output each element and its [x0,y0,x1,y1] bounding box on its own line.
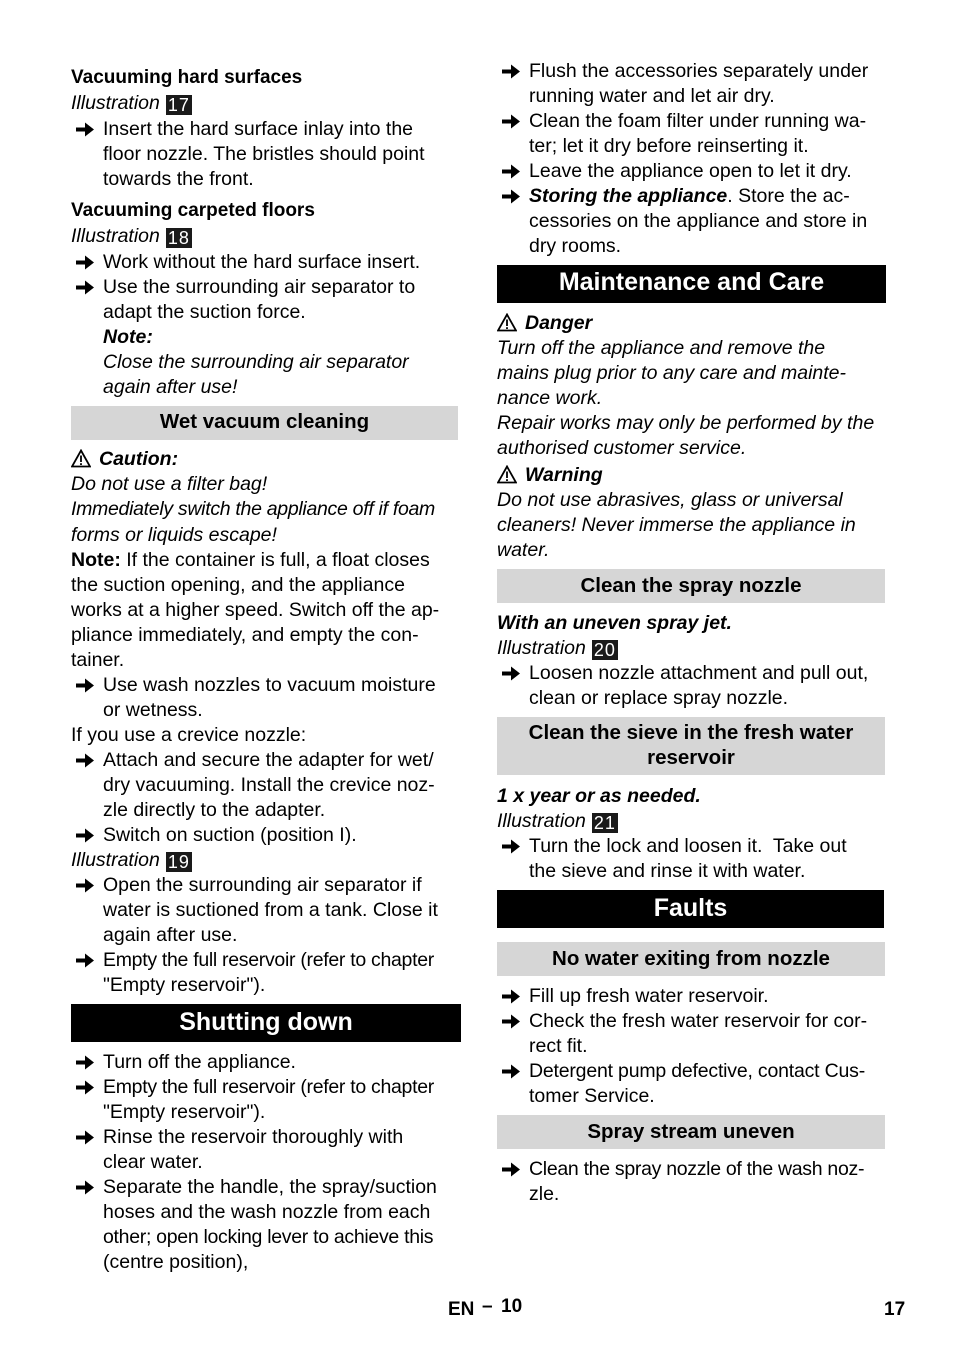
bullet-text: . Store the ac- [727,185,850,207]
bullet-line: Detergent pump defective, contact Cus- [529,1060,865,1082]
bullet-line: clear water. [103,1151,203,1173]
figure-number-badge: 18 [167,228,190,248]
bullet-line: rect fit. [529,1035,588,1057]
arrow-icon [75,673,95,698]
arrow-icon [75,1175,95,1200]
illustration-label: Illustration [71,92,160,114]
bullet-line: Turn off the appliance. [103,1051,296,1073]
note-line: pliance immediately, and empty the con- [71,624,419,646]
danger-line: Turn off the appliance and remove the [497,337,826,359]
bullet-line: zle directly to the adapter. [103,799,326,821]
arrow-icon [75,748,95,773]
warning-line: water. [497,539,550,561]
arrow-icon [501,834,521,859]
bullet-line: Empty the full reservoir (refer to chapter [103,949,434,971]
note-text: If the container is full, a float closes [120,549,430,571]
arrow-icon [501,1009,521,1034]
arrow-icon [75,1075,95,1100]
section-title-hard-surfaces: Vacuuming hard surfaces [71,67,303,88]
arrow-icon [501,1157,521,1182]
illustration-ref [71,224,461,249]
bullet-line: Clean the foam filter under running wa- [529,110,867,132]
note-line: works at a higher speed. Switch off the ap- [71,599,440,621]
danger-heading [497,311,886,336]
warning-triangle-icon [497,313,517,332]
bullet-line: Attach and secure the adapter for wet/ [103,749,434,771]
subheading: With an uneven spray jet. [497,612,732,634]
bullet-line: Separate the handle, the spray/suction [103,1176,437,1198]
section-header-wet-vacuum: Wet vacuum cleaning [71,406,458,440]
section-title-carpeted-floors: Vacuuming carpeted floors [71,200,315,221]
bullet-line: the sieve and rinse it with water. [529,860,806,882]
section-header-clean-sieve [497,717,885,775]
bullet-line: "Empty reservoir"). [103,1101,266,1123]
bullet-line: Fill up fresh water reservoir. [529,985,769,1007]
section-header-clean-spray-nozzle: Clean the spray nozzle [497,569,885,603]
bullet-line: Clean the spray nozzle of the wash noz- [529,1158,865,1180]
bullet-line: water is suctioned from a tank. Close it [103,899,438,921]
figure-number-badge: 21 [593,813,616,833]
bullet-line: running water and let air dry. [529,85,775,107]
note-line: the suction opening, and the appliance [71,574,405,596]
arrow-icon [501,1059,521,1084]
danger-line: mains plug prior to any care and mainte- [497,362,847,384]
note-line: Close the surrounding air separator [103,351,409,373]
header-line: Clean the sieve in the fresh water [528,721,854,744]
warning-line: cleaners! Never immerse the appliance in [497,514,856,536]
bullet-line: dry rooms. [529,235,622,257]
crevice-intro: If you use a crevice nozzle: [71,724,307,746]
illustration-ref [497,636,886,661]
arrow-icon [75,948,95,973]
arrow-icon [75,873,95,898]
note-line: tainer. [71,649,125,671]
illustration-label: Illustration [71,849,160,871]
bullet-line: adapt the suction force. [103,301,306,323]
bullet-line: again after use. [103,924,238,946]
bullet-line: tomer Service. [529,1085,655,1107]
arrow-icon [501,984,521,1009]
footer-language: EN [448,1299,475,1320]
bullet-line: zle. [529,1183,560,1205]
warning-heading [497,463,886,488]
section-header-maintenance: Maintenance and Care [497,265,886,303]
danger-label: Danger [525,312,593,334]
danger-line: nance work. [497,387,603,409]
bullet-line: Switch on suction (position I). [103,824,357,846]
arrow-icon [75,1125,95,1150]
caution-line: Do not use a filter bag! [71,473,268,495]
bullet-line: Leave the appliance open to let it dry. [529,160,852,182]
bullet-line: Empty the full reservoir (refer to chapter [103,1076,434,1098]
illustration-label: Illustration [497,637,586,659]
illustration-label: Illustration [71,225,160,247]
figure-number-badge: 17 [167,95,190,115]
note-line: again after use! [103,376,238,398]
bullet-line: floor nozzle. The bristles should point [103,143,425,165]
bullet-line: other; open locking lever to achieve this [103,1226,434,1248]
bullet-line: dry vacuuming. Install the crevice noz- [103,774,435,796]
illustration-ref [71,91,461,116]
figure-number-badge: 20 [593,640,616,660]
figure-number-badge: 19 [167,852,190,872]
footer-dash: – [482,1296,493,1317]
bullet-line: Insert the hard surface inlay into the [103,118,414,140]
arrow-icon [75,823,95,848]
danger-line: authorised customer service. [497,437,747,459]
arrow-icon [501,59,521,84]
bullet-line: "Empty reservoir"). [103,974,266,996]
header-line: reservoir [647,746,735,769]
warning-label: Warning [525,464,603,486]
arrow-icon [501,109,521,134]
illustration-ref [497,809,886,834]
arrow-icon [75,1050,95,1075]
illustration-label: Illustration [497,810,586,832]
footer-page-number: 17 [884,1299,906,1320]
footer-local-page: 10 [501,1296,523,1317]
caution-heading [71,447,461,472]
warning-triangle-icon [497,465,517,484]
bullet-line: (centre position), [103,1251,249,1273]
note-label: Note: [71,549,121,571]
bullet-line: cessories on the appliance and store in [529,210,868,232]
bullet-line: Check the fresh water reservoir for cor- [529,1010,868,1032]
bullet-line: Loosen nozzle attachment and pull out, [529,662,869,684]
warning-triangle-icon [71,449,91,468]
bullet-line: ter; let it dry before reinserting it. [529,135,809,157]
warning-line: Do not use abrasives, glass or universal [497,489,843,511]
arrow-icon [501,661,521,686]
illustration-ref [71,848,461,873]
bullet-line: Turn the lock and loosen it. Take out [529,835,847,857]
bullet-line: hoses and the wash nozzle from each [103,1201,431,1223]
caution-label: Caution: [99,448,179,470]
subheading: 1 x year or as needed. [497,785,701,807]
arrow-icon [75,275,95,300]
caution-line: Immediately switch the appliance off if foam [71,498,435,520]
arrow-icon [501,159,521,184]
arrow-icon [501,184,521,209]
bullet-line: Use wash nozzles to vacuum moisture [103,674,436,696]
section-header-shutting-down: Shutting down [71,1004,461,1042]
storing-label: Storing the appliance [529,185,728,207]
bullet-line: Open the surrounding air separator if [103,874,422,896]
bullet-line: Use the surrounding air separator to [103,276,416,298]
note-paragraph [71,548,461,573]
section-header-spray-uneven: Spray stream uneven [497,1115,885,1149]
danger-line: Repair works may only be performed by the [497,412,875,434]
section-header-faults: Faults [497,890,884,928]
bullet-line: Rinse the reservoir thoroughly with [103,1126,404,1148]
bullet-line: Work without the hard surface insert. [103,251,421,273]
arrow-icon [75,117,95,142]
section-header-no-water: No water exiting from nozzle [497,942,885,976]
bullet-line: or wetness. [103,699,203,721]
bullet-line: towards the front. [103,168,254,190]
bullet-line: clean or replace spray nozzle. [529,687,789,709]
caution-line: forms or liquids escape! [71,524,277,546]
bullet-line: Flush the accessories separately under [529,60,869,82]
arrow-icon [75,250,95,275]
note-label: Note: [103,326,153,348]
